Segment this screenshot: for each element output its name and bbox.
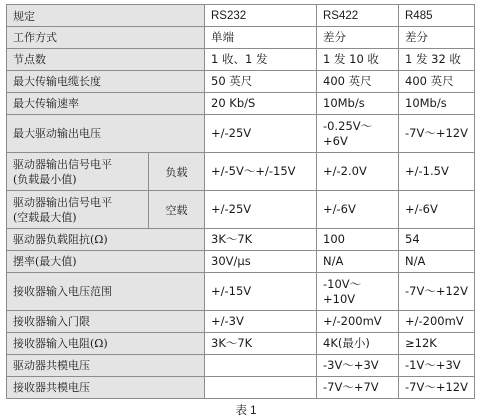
cell-rs485: -1V～+3V <box>399 355 475 377</box>
rs-standards-table <box>6 4 475 399</box>
cell-rs485: ≥12K <box>399 333 475 355</box>
cell-rs485: 10Mb/s <box>399 93 475 115</box>
cell-rs485: 400 英尺 <box>399 71 475 93</box>
comparison-table-wrapper <box>6 4 474 417</box>
table-caption: 表 1 <box>235 405 257 417</box>
cell-rs422: -10V～ +10V <box>317 273 399 311</box>
row-sub-label: 负载 <box>149 153 205 191</box>
table-row <box>7 377 475 399</box>
cell-rs485: 差分 <box>399 27 475 49</box>
cell-rs422: +/-200mV <box>317 311 399 333</box>
row-param-label: 接收器共模电压 <box>7 377 205 399</box>
row-param-label: 最大传输电缆长度 <box>7 71 205 93</box>
cell-rs485: +/-6V <box>399 191 475 229</box>
cell-rs232: +/-25V <box>205 115 317 153</box>
cell-rs422: N/A <box>317 251 399 273</box>
row-param-label: 驱动器共模电压 <box>7 355 205 377</box>
cell-rs485: -7V～+12V <box>399 273 475 311</box>
header-rs232: RS232 <box>205 5 317 27</box>
cell-rs232: +/-3V <box>205 311 317 333</box>
table-row <box>7 71 475 93</box>
row-param-label: 驱动器输出信号电平 (负载最小值) <box>7 153 149 191</box>
cell-rs422: 400 英尺 <box>317 71 399 93</box>
table-row <box>7 311 475 333</box>
table-row <box>7 273 475 311</box>
table-header-row <box>7 5 475 27</box>
cell-rs232: 3K～7K <box>205 229 317 251</box>
cell-rs232: +/-5V～+/-15V <box>205 153 317 191</box>
cell-rs485: 1 发 32 收 <box>399 49 475 71</box>
cell-rs232: 1 收、1 发 <box>205 49 317 71</box>
table-row <box>7 191 475 229</box>
cell-rs422: -0.25V～ +6V <box>317 115 399 153</box>
cell-rs485: +/-200mV <box>399 311 475 333</box>
cell-rs232: 50 英尺 <box>205 71 317 93</box>
row-param-label: 摆率(最大值) <box>7 251 205 273</box>
cell-rs422: 100 <box>317 229 399 251</box>
cell-rs232 <box>205 377 317 399</box>
table-row <box>7 251 475 273</box>
row-param-label: 驱动器负载阻抗(Ω) <box>7 229 205 251</box>
cell-rs232: 3K～7K <box>205 333 317 355</box>
cell-rs232 <box>205 355 317 377</box>
table-row <box>7 49 475 71</box>
cell-rs422: -3V～+3V <box>317 355 399 377</box>
table-row <box>7 27 475 49</box>
cell-rs485: -7V～+12V <box>399 377 475 399</box>
table-row <box>7 333 475 355</box>
row-param-label: 驱动器输出信号电平 (空载最大值) <box>7 191 149 229</box>
table-row <box>7 153 475 191</box>
row-param-label: 接收器输入门限 <box>7 311 205 333</box>
cell-rs232: +/-15V <box>205 273 317 311</box>
cell-rs422: +/-6V <box>317 191 399 229</box>
row-param-label: 最大驱动输出电压 <box>7 115 205 153</box>
row-param-label: 工作方式 <box>7 27 205 49</box>
cell-rs422: 10Mb/s <box>317 93 399 115</box>
cell-rs422: 4K(最小) <box>317 333 399 355</box>
table-row <box>7 229 475 251</box>
cell-rs232: 30V/μs <box>205 251 317 273</box>
row-param-label: 节点数 <box>7 49 205 71</box>
cell-rs485: -7V～+12V <box>399 115 475 153</box>
table-row <box>7 355 475 377</box>
cell-rs232: +/-25V <box>205 191 317 229</box>
cell-rs232: 单端 <box>205 27 317 49</box>
cell-rs422: 1 发 10 收 <box>317 49 399 71</box>
row-sub-label: 空载 <box>149 191 205 229</box>
cell-rs422: 差分 <box>317 27 399 49</box>
header-rs485: R485 <box>399 5 475 27</box>
cell-rs422: +/-2.0V <box>317 153 399 191</box>
row-param-label: 接收器输入电压范围 <box>7 273 205 311</box>
row-param-label: 接收器输入电阻(Ω) <box>7 333 205 355</box>
cell-rs485: N/A <box>399 251 475 273</box>
table-row <box>7 115 475 153</box>
header-spec: 规定 <box>7 5 205 27</box>
cell-rs485: +/-1.5V <box>399 153 475 191</box>
row-param-label: 最大传输速率 <box>7 93 205 115</box>
header-rs422: RS422 <box>317 5 399 27</box>
cell-rs232: 20 Kb/S <box>205 93 317 115</box>
cell-rs485: 54 <box>399 229 475 251</box>
cell-rs422: -7V～+7V <box>317 377 399 399</box>
table-row <box>7 93 475 115</box>
